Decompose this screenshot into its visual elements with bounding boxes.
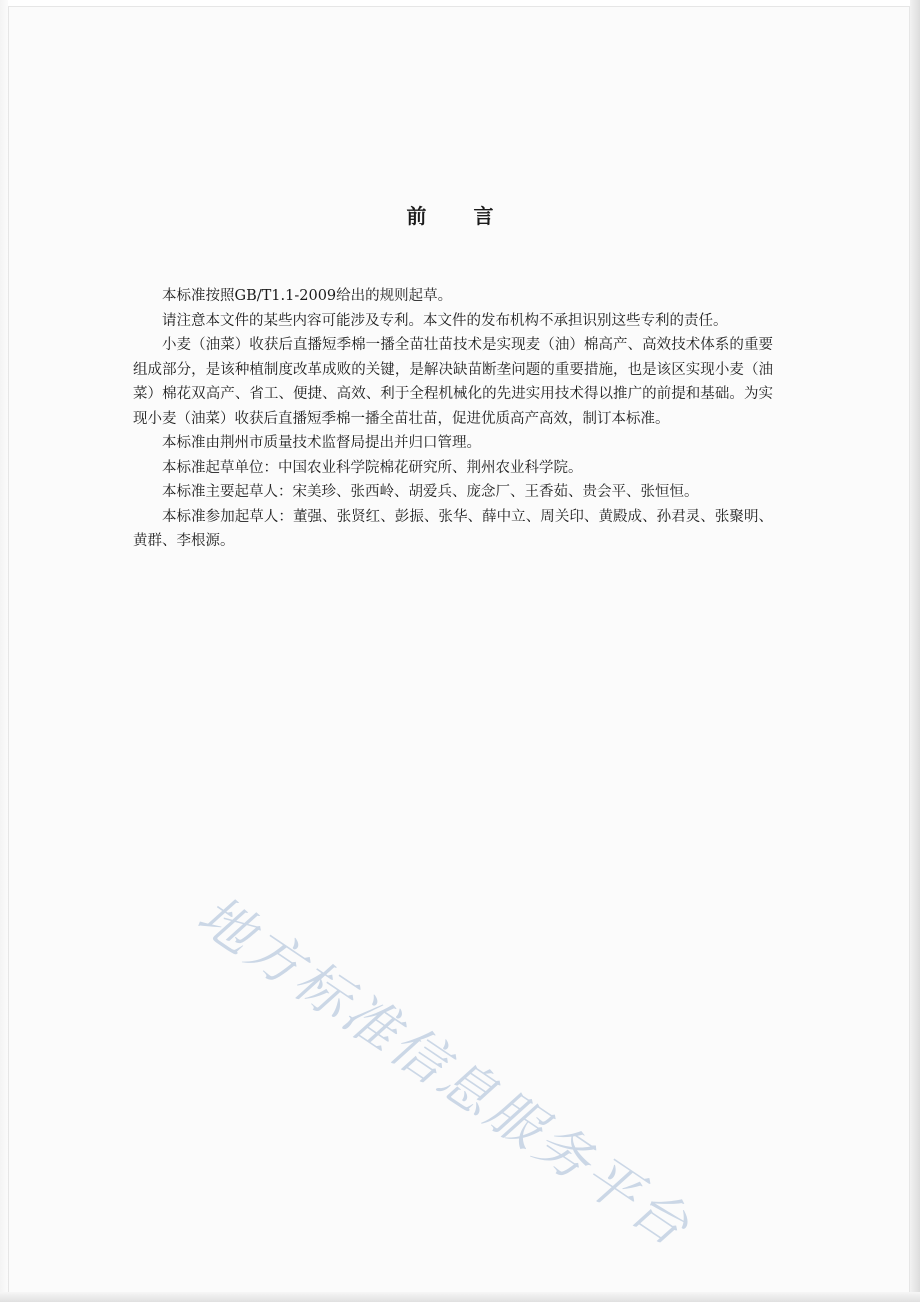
page-title: 前 言 [406, 204, 514, 228]
scan-left-edge [0, 0, 8, 1302]
foreword-body [133, 284, 773, 554]
paragraph-main-drafters: 本标准主要起草人：宋美珍、张西岭、胡爱兵、庞念厂、王香茹、贵会平、张恒恒。 [162, 484, 699, 500]
scan-bottom-edge [0, 1292, 920, 1302]
paragraph-background: 小麦（油菜）收获后直播短季棉一播全苗壮苗技术是实现麦（油）棉高产、高效技术体系的重要组成部分，是该种植制度改革成败的关键，是解决缺苗断垄问题的重要措施，也是该区实现小麦（油菜）棉花双高产、省工、便捷、高效、利于全程机械化的先进实用技术得以推广的前提和基础。为实现小麦（油菜）收获后直播短季棉一播全苗壮苗，促进优质高产高效，制订本标准。 [133, 337, 773, 427]
paragraph-participating-drafters: 本标准参加起草人：董强、张贤红、彭振、张华、薛中立、周关印、黄殿成、孙君灵、张聚明、黄群、李根源。 [133, 508, 773, 549]
scan-right-edge [910, 0, 920, 1302]
paragraph-patent-notice: 请注意本文件的某些内容可能涉及专利。本文件的发布机构不承担识别这些专利的责任。 [162, 312, 728, 329]
paragraph-drafting-rules: 本标准按照GB/T1.1-2009给出的规则起草。 [162, 288, 453, 304]
watermark: 地方标准信息服务平台 [186, 883, 703, 1260]
paragraph-drafting-units: 本标准起草单位：中国农业科学院棉花研究所、荆州农业科学院。 [162, 459, 583, 476]
paragraph-proposer: 本标准由荆州市质量技术监督局提出并归口管理。 [162, 435, 481, 451]
